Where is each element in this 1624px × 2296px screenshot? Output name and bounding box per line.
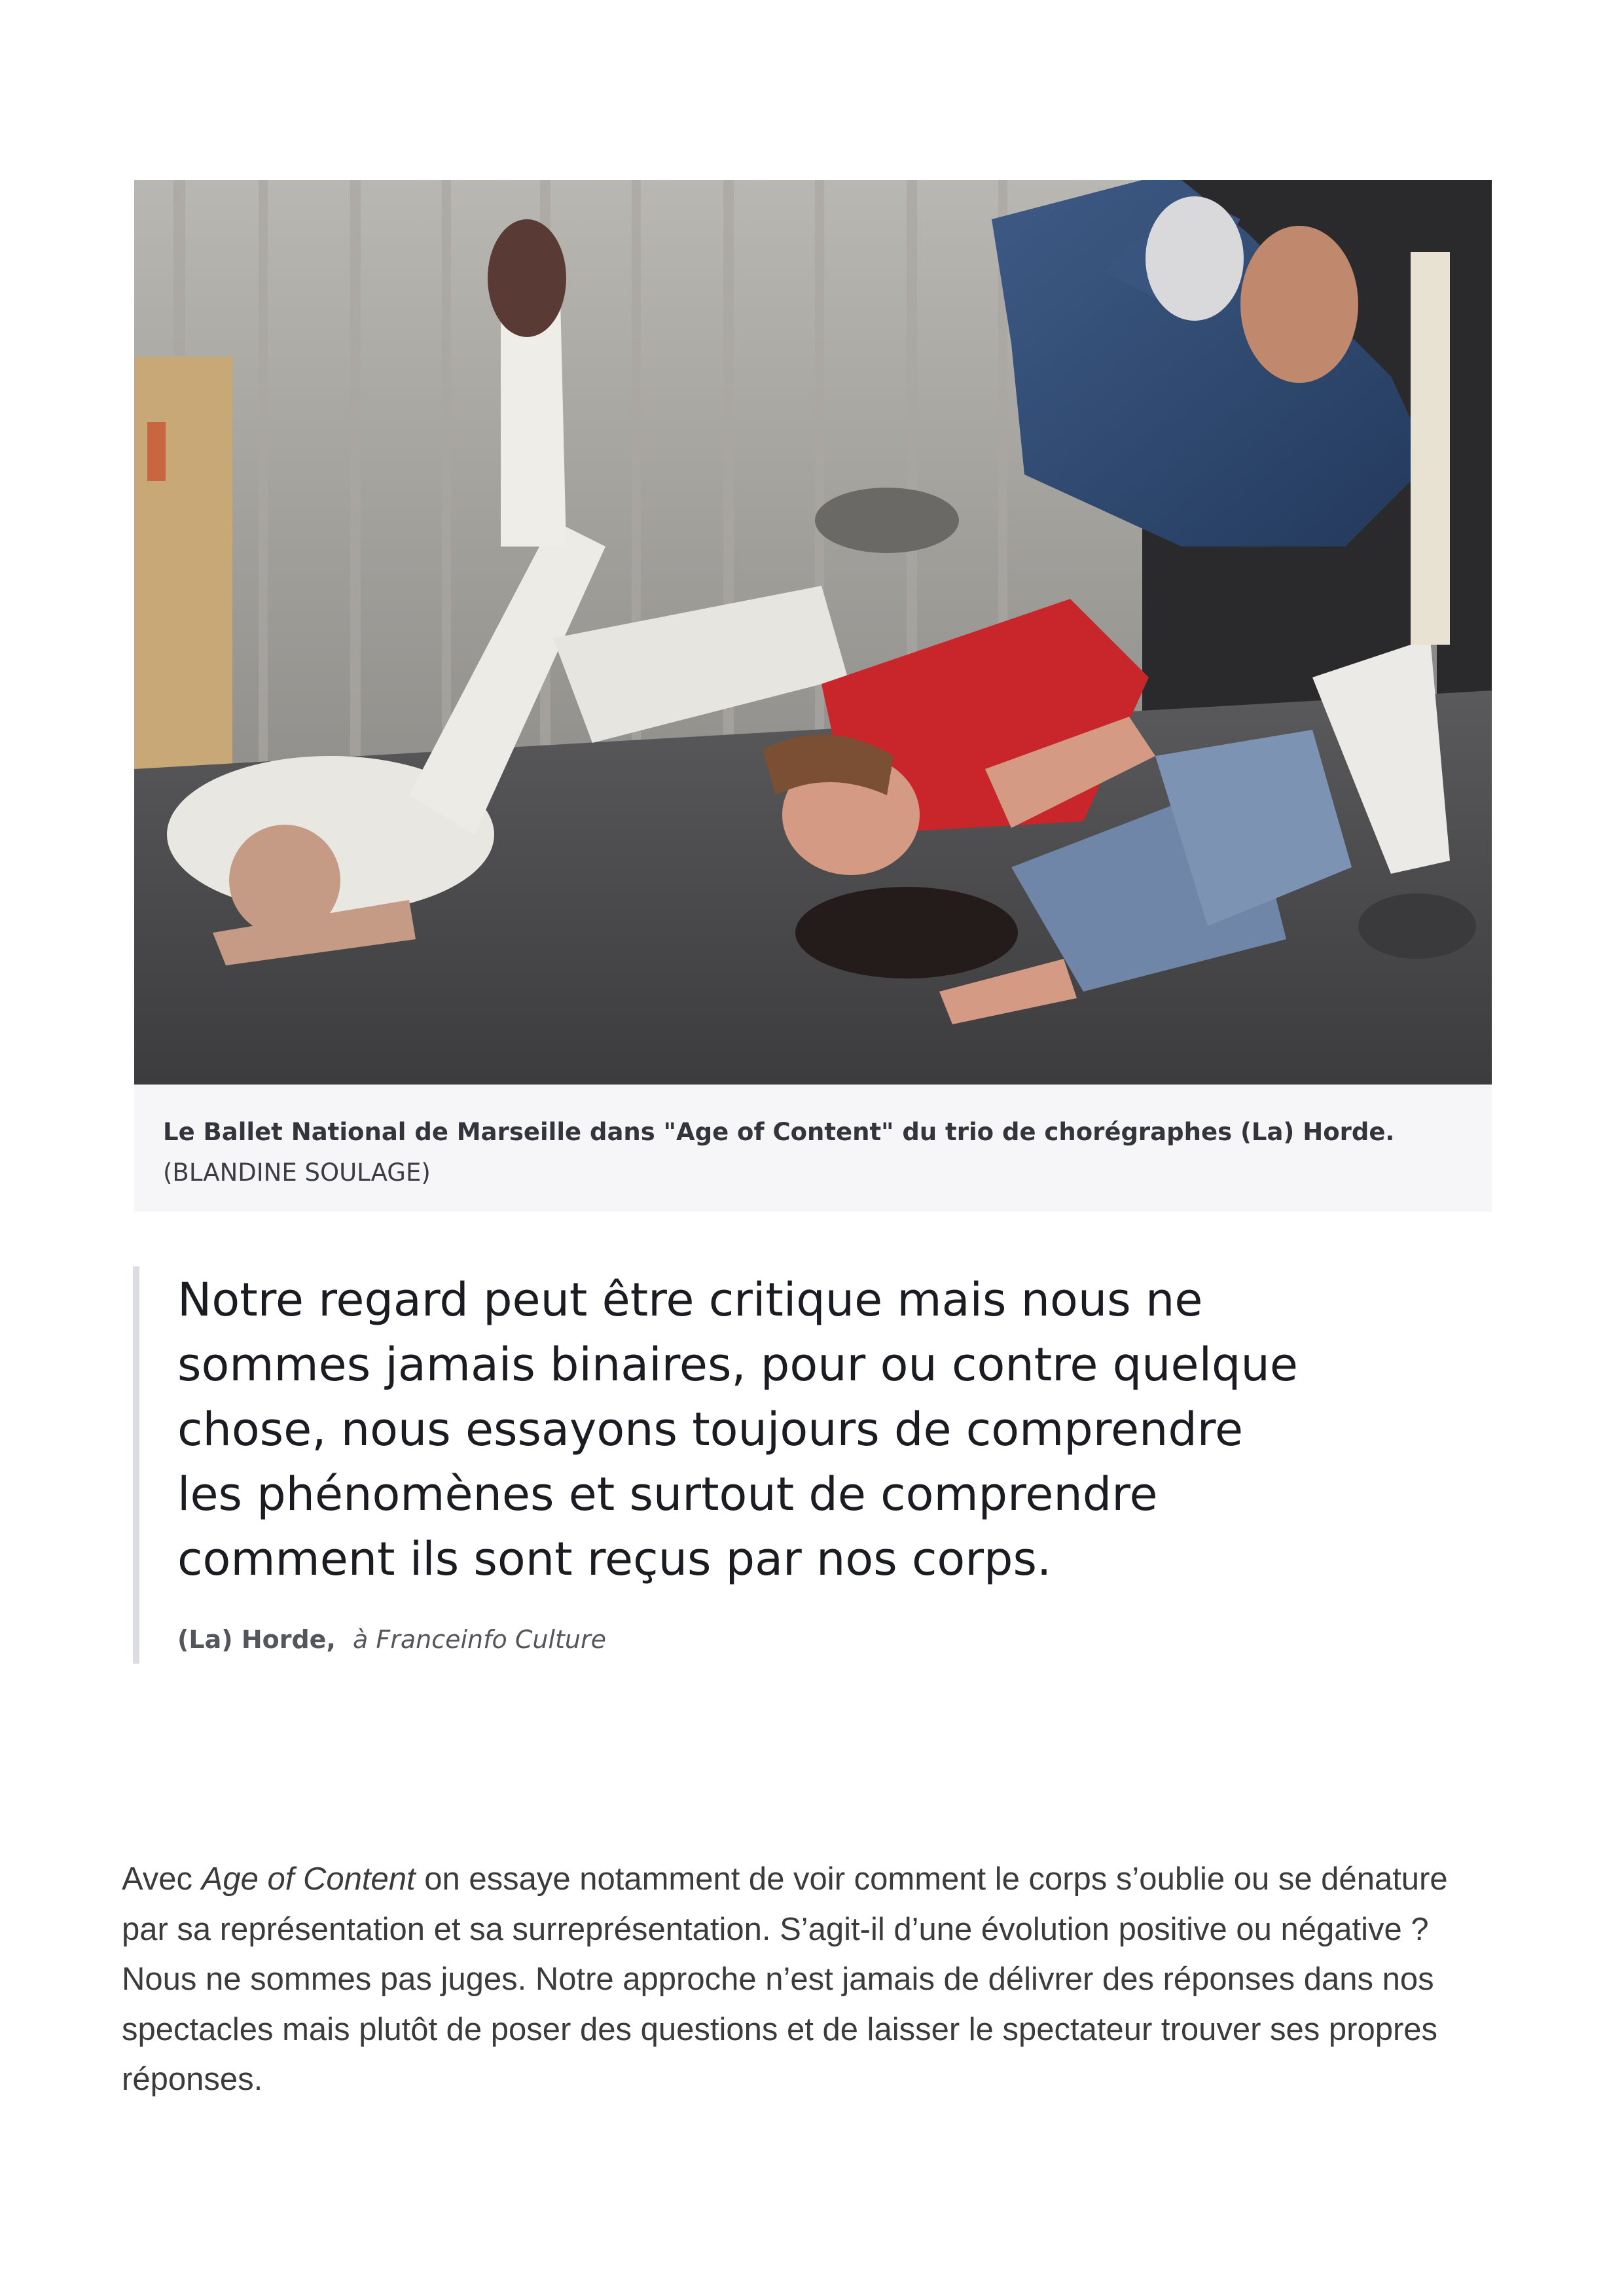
show-title: Age of Content [201,1861,416,1897]
quote-author: (La) Horde, [177,1625,336,1654]
paragraph-lead: Avec [122,1861,193,1897]
quote-text: Notre regard peut être critique mais nous ne sommes jamais binaires, pour ou contre quelque chose, nous essayons toujours de comprendre les phénomènes et surtout de comprendre comment ils sont reçus par nos corps. [177,1273,1298,1586]
article-figure [134,180,1492,1211]
dance-photo [134,180,1492,1085]
figure-caption [134,1085,1492,1211]
body-paragraph [122,1854,1503,2105]
photo-credit: (BLANDINE SOULAGE) [163,1158,431,1187]
caption-title: Le Ballet National de Marseille dans "Age of Content" du trio de chorégraphes (La) Horde. [163,1118,1395,1146]
pull-quote [133,1266,1303,1664]
quote-source [177,1623,1303,1656]
paragraph-text: on essaye notamment de voir comment le corps s’oublie ou se dénature par sa représentation et sa surreprésentation. S’agit-il d’une évolution positive ou négative ? Nous ne sommes pas juges. Notre approche n’est jamais de délivrer des réponses dans nos spectacles mais plutôt de poser des questions et de laisser le spectateur trouver ses propres réponses. [122,1861,1448,2097]
quote-medium: à Franceinfo Culture [352,1625,606,1654]
